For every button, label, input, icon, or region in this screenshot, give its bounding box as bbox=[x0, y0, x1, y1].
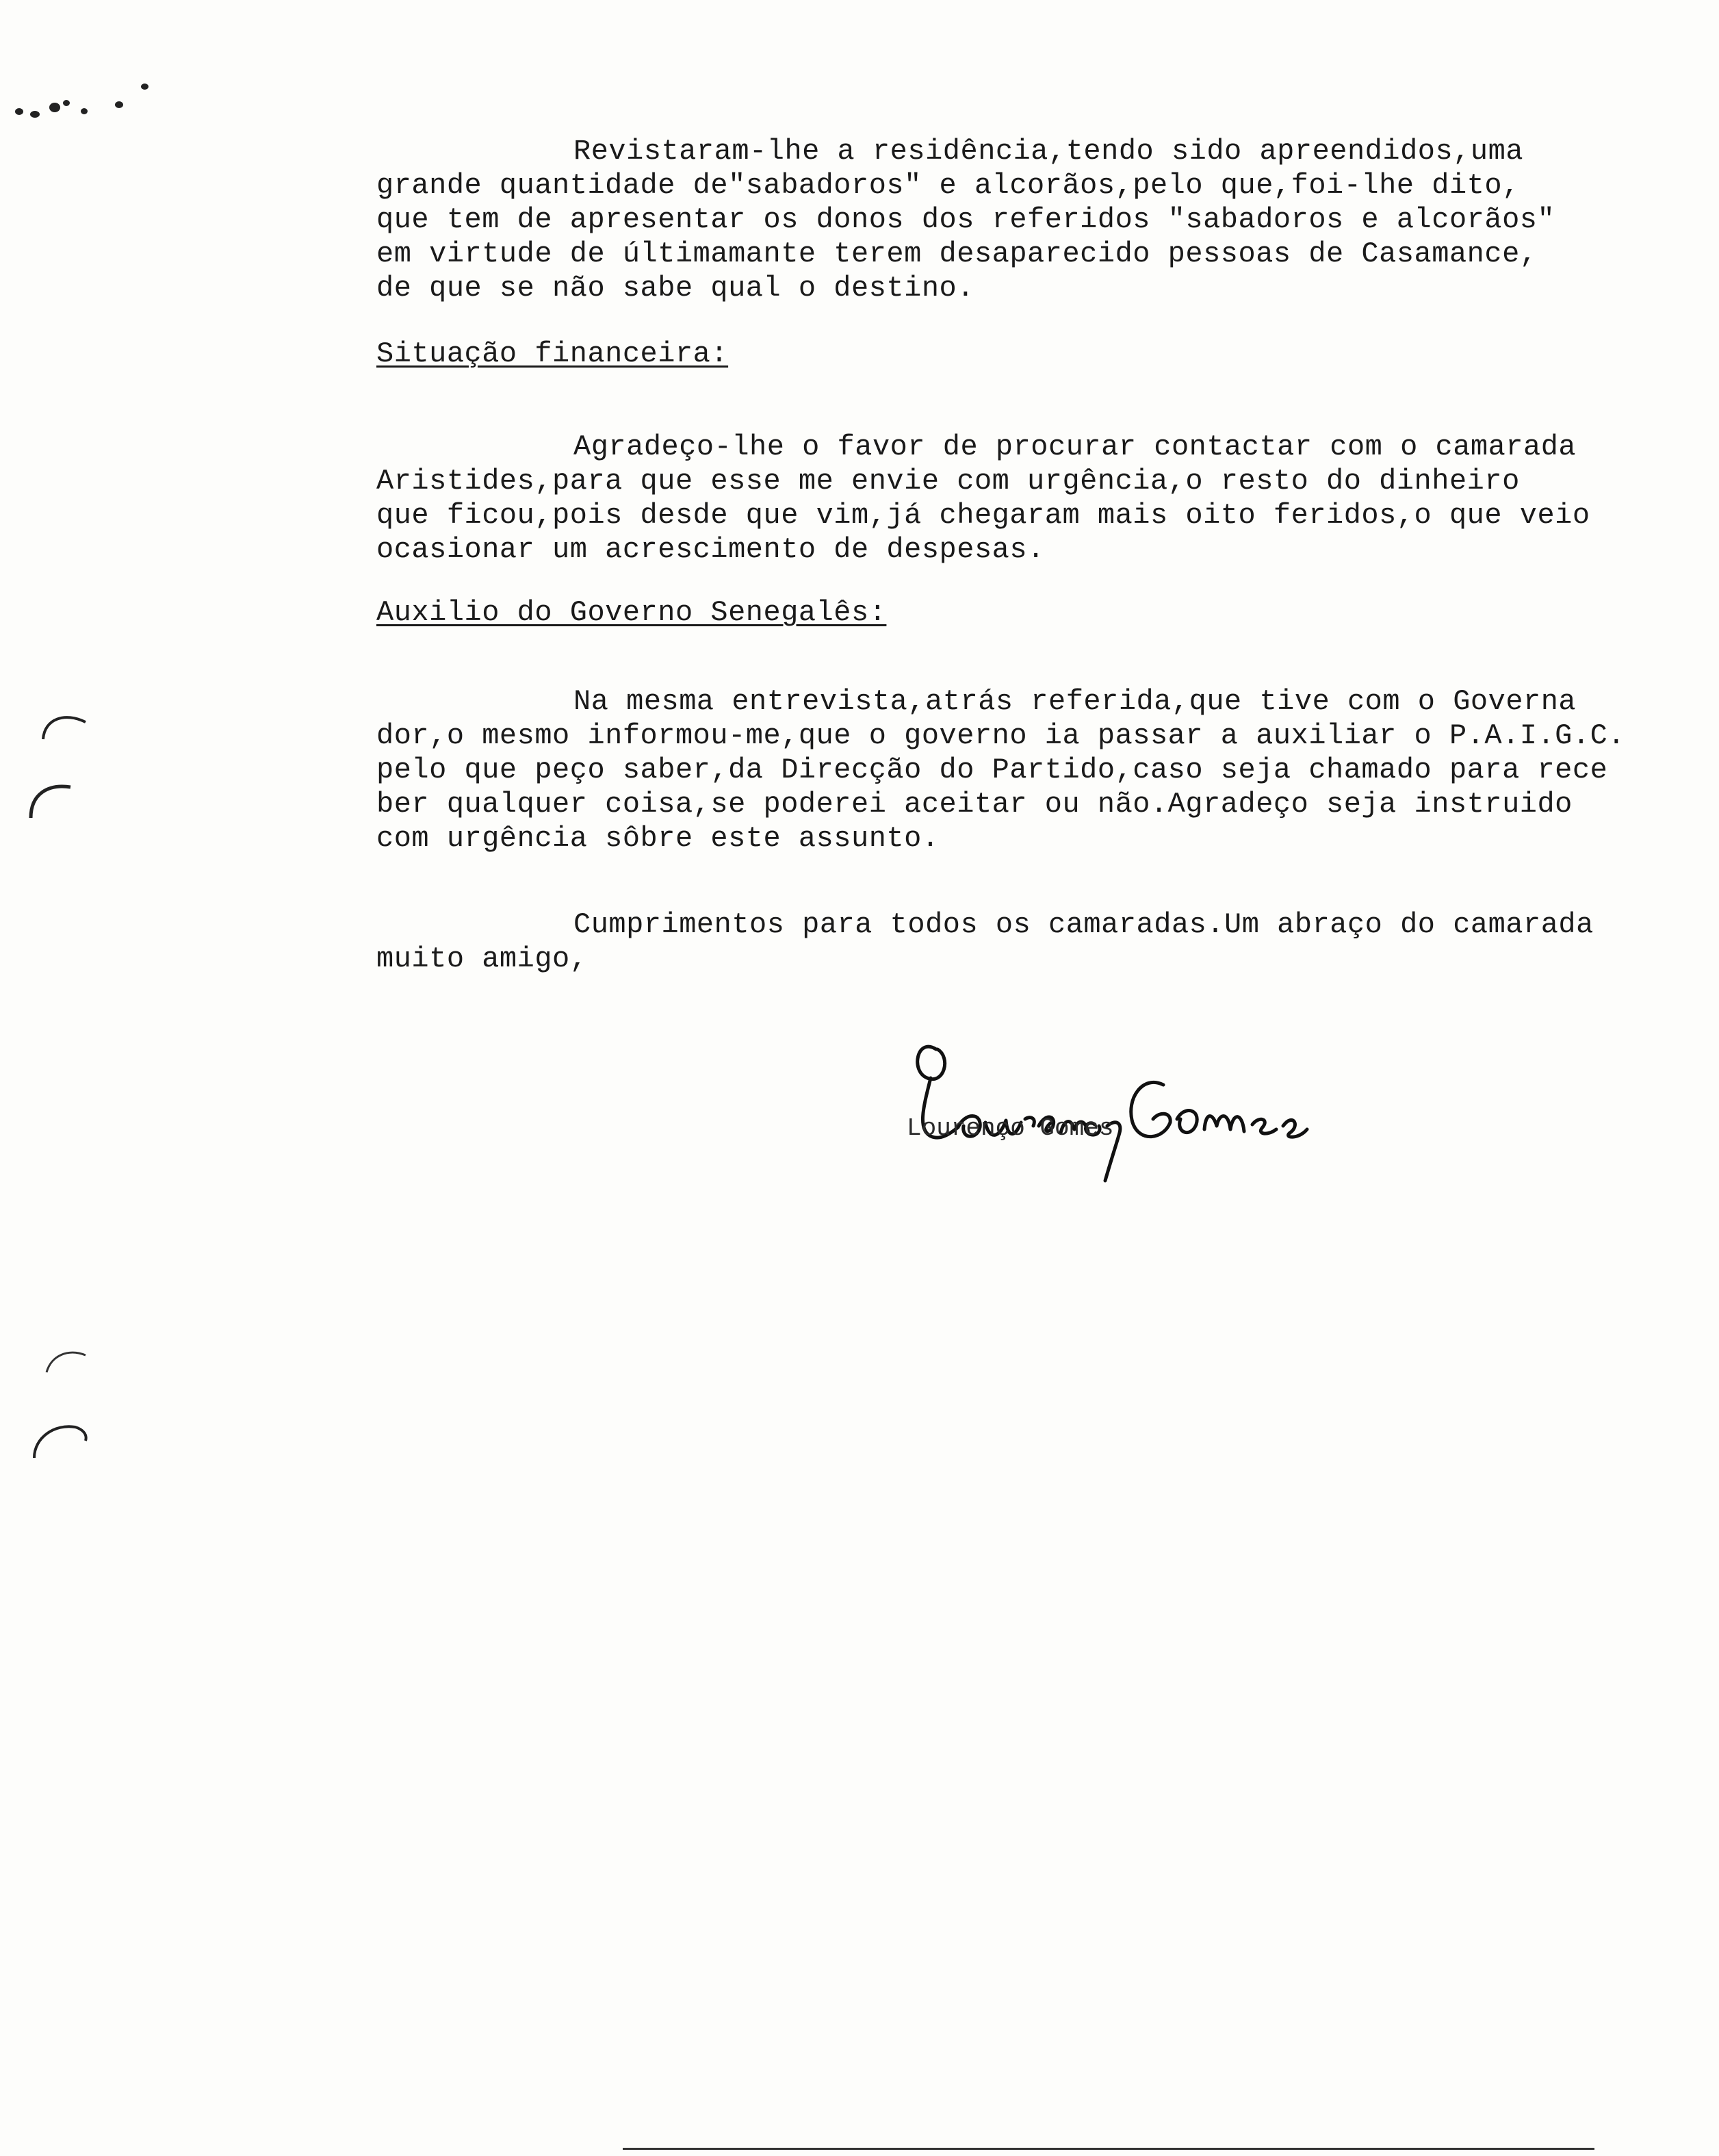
text-line: Aristides,para que esse me envie com urgência,o resto do dinheiro bbox=[376, 465, 1520, 498]
text-line: Cumprimentos para todos os camaradas.Um abraço do camarada bbox=[573, 908, 1594, 941]
text-line: de que se não sabe qual o destino. bbox=[376, 272, 974, 305]
ink-speck bbox=[49, 103, 60, 112]
text-line: pelo que peço saber,da Direcção do Partido,caso seja chamado para rece bbox=[376, 754, 1608, 786]
binder-hole-mark bbox=[24, 777, 79, 825]
text-line: que ficou,pois desde que vim,já chegaram mais oito feridos,o que veio bbox=[376, 499, 1590, 532]
text-line: muito amigo, bbox=[376, 942, 588, 975]
ink-speck bbox=[30, 111, 40, 118]
text-line: ber qualquer coisa,se poderei aceitar ou não.Agradeço seja instruido bbox=[376, 788, 1573, 821]
section-heading: Auxilio do Governo Senegalês: bbox=[376, 596, 887, 629]
ink-speck bbox=[115, 101, 123, 108]
handwritten-signature bbox=[890, 1010, 1334, 1188]
text-line: Revistaram-lhe a residência,tendo sido apreendidos,uma bbox=[573, 135, 1524, 168]
ink-speck bbox=[15, 108, 23, 115]
text-line: Agradeço-lhe o favor de procurar contactar com o camarada bbox=[573, 431, 1577, 463]
text-line: ocasionar um acrescimento de despesas. bbox=[376, 533, 1045, 566]
ink-speck bbox=[63, 100, 70, 106]
text-line: dor,o mesmo informou-me,que o governo ia passar a auxiliar o P.A.I.G.C. bbox=[376, 719, 1625, 752]
text-line: que tem de apresentar os donos dos referidos "sabadoros e alcorãos" bbox=[376, 203, 1555, 236]
ink-speck bbox=[81, 108, 88, 114]
text-line: grande quantidade de"sabadoros" e alcorãos,pelo que,foi-lhe dito, bbox=[376, 169, 1520, 202]
page-edge-line bbox=[623, 2148, 1594, 2150]
binder-hole-mark bbox=[38, 705, 92, 746]
binder-hole-mark bbox=[27, 1417, 96, 1465]
text-line: com urgência sôbre este assunto. bbox=[376, 822, 940, 855]
binder-hole-mark bbox=[41, 1345, 96, 1379]
section-heading: Situação financeira: bbox=[376, 337, 729, 370]
text-line: Na mesma entrevista,atrás referida,que tive com o Governa bbox=[573, 685, 1577, 718]
ink-speck bbox=[141, 84, 148, 90]
typed-signature-name: Lourenço Gomes bbox=[907, 1114, 1114, 1142]
text-line: em virtude de últimamante terem desaparecido pessoas de Casamance, bbox=[376, 238, 1538, 270]
